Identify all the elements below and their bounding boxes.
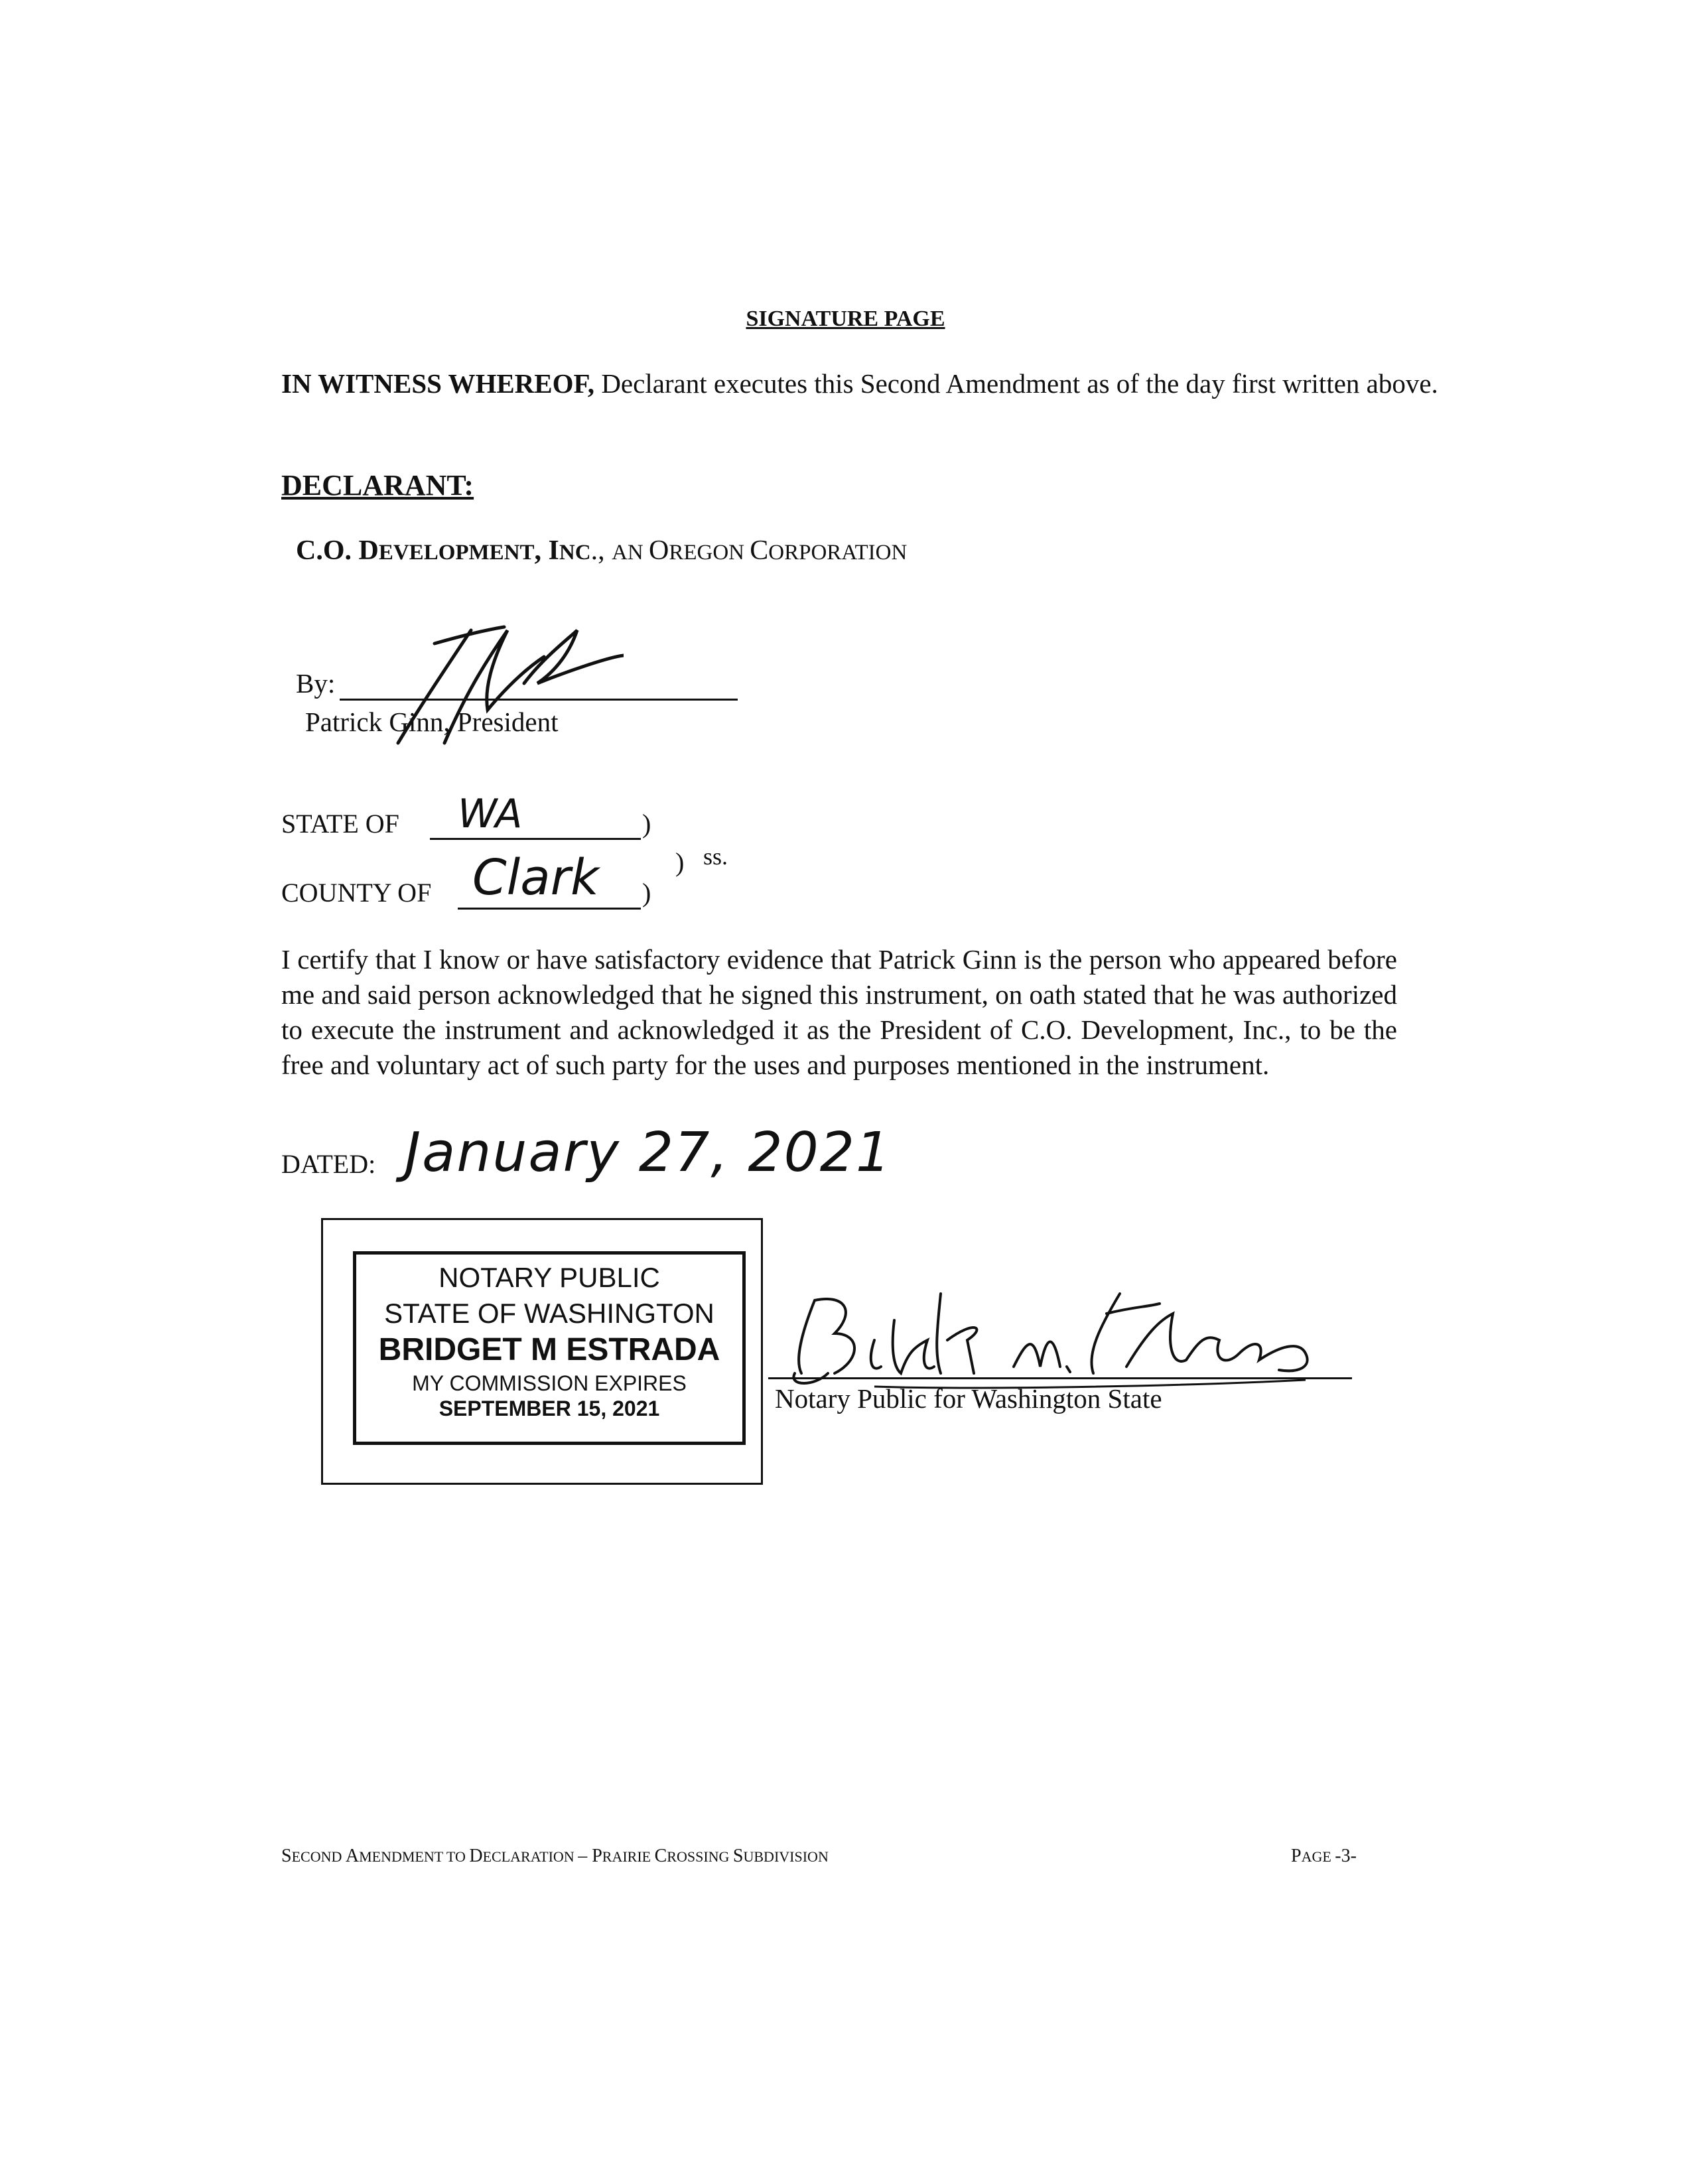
footer-part: D — [469, 1846, 483, 1866]
company-part: ORPORATION — [768, 541, 908, 565]
company-part: NC — [559, 541, 591, 565]
declarant-heading: DECLARANT: — [281, 469, 474, 502]
certification-paragraph: I certify that I know or have satisfactory evidence that Patrick Ginn is the person who appeared before me and said person acknowledged that he signed this instrument, on oath stated that he was authorized to execute the instrument and acknowledged it as the President of C.O. Development, Inc., to be the free and voluntary act of such party for the uses and purposes mentioned in the instrument. — [281, 944, 1397, 1080]
stamp-line: NOTARY PUBLIC — [439, 1262, 660, 1293]
dated-value: January 27, 2021 — [405, 1121, 892, 1184]
footer-title — [281, 1846, 829, 1867]
state-line — [430, 838, 641, 840]
footer-part: P — [1291, 1846, 1302, 1866]
witness-body: Declarant executes this Second Amendment as of the day first written above. — [594, 368, 1438, 399]
witness-paragraph — [281, 366, 1455, 401]
by-label: By: — [296, 668, 336, 699]
county-line — [458, 908, 641, 910]
page-number — [1291, 1846, 1357, 1867]
county-label: COUNTY OF — [281, 878, 432, 908]
state-label: STATE OF — [281, 809, 399, 839]
bracket: ) — [675, 847, 685, 877]
company-part: O — [649, 535, 669, 566]
ss-label: ss. — [703, 843, 728, 870]
footer-part: C — [654, 1846, 667, 1866]
company-part: EVELOPMENT — [378, 541, 535, 565]
stamp-line: MY COMMISSION EXPIRES — [412, 1371, 687, 1395]
page-title: SIGNATURE PAGE — [746, 307, 945, 331]
notary-title: Notary Public for Washington State — [775, 1383, 1162, 1414]
footer-part: ECOND — [291, 1848, 346, 1865]
company-part: ., — [590, 535, 612, 566]
footer-part: ECLARATION — [482, 1848, 578, 1865]
company-name — [296, 535, 907, 567]
notary-signature-line — [768, 1377, 1352, 1379]
notary-stamp — [353, 1251, 746, 1445]
footer-part: MENDMENT TO — [359, 1848, 470, 1865]
stamp-line: BRIDGET M ESTRADA — [378, 1332, 720, 1367]
county-value: Clark — [472, 849, 599, 906]
state-value: WA — [458, 791, 523, 837]
footer-part: UBDIVISION — [743, 1848, 829, 1865]
company-part: , I — [534, 535, 559, 566]
footer-part: AGE — [1301, 1848, 1335, 1865]
footer-part: A — [345, 1846, 360, 1866]
company-part: REGON — [669, 541, 750, 565]
bracket: ) — [642, 809, 651, 839]
footer-part: – — [578, 1846, 592, 1866]
witness-lead: IN WITNESS WHEREOF, — [281, 368, 595, 399]
footer-part: S — [281, 1846, 292, 1866]
footer-part: -3- — [1335, 1846, 1357, 1866]
footer-part: P — [592, 1846, 602, 1866]
company-part: C.O. D — [296, 535, 379, 566]
dated-label: DATED: — [281, 1149, 376, 1179]
stamp-line: STATE OF WASHINGTON — [384, 1298, 714, 1329]
signer-name: Patrick Ginn, President — [305, 707, 559, 737]
footer-part: S — [732, 1846, 744, 1866]
footer-part: ROSSING — [667, 1848, 733, 1865]
company-part: C — [750, 535, 769, 566]
footer-part: RAIRIE — [602, 1848, 655, 1865]
stamp-line: SEPTEMBER 15, 2021 — [439, 1397, 660, 1420]
bracket: ) — [642, 878, 651, 908]
company-part: AN — [612, 541, 649, 565]
